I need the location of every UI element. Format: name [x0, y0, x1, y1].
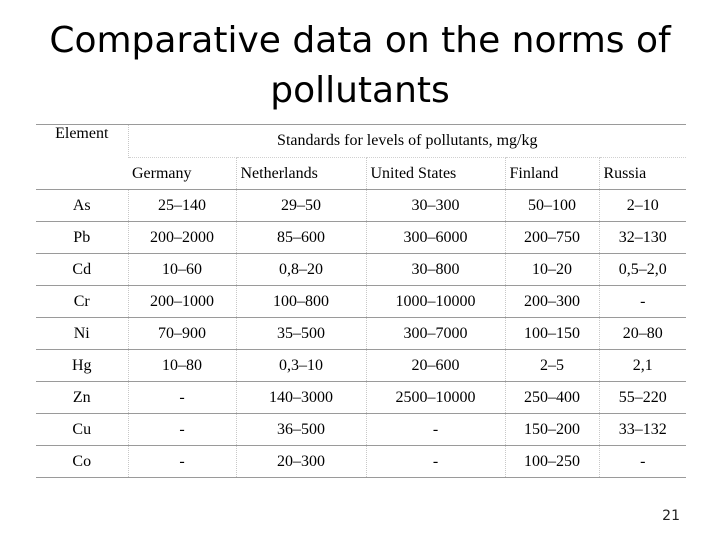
- element-cell: Hg: [36, 350, 128, 382]
- value-cell: 85–600: [236, 222, 366, 254]
- value-cell: 0,3–10: [236, 350, 366, 382]
- value-cell: 100–150: [505, 318, 599, 350]
- value-cell: -: [366, 446, 505, 478]
- value-cell: 10–80: [128, 350, 236, 382]
- value-cell: 1000–10000: [366, 286, 505, 318]
- page-title: Comparative data on the norms of pollutants: [49, 20, 671, 111]
- table-row: [36, 414, 686, 446]
- country-header: Netherlands: [236, 158, 366, 190]
- value-cell: 300–7000: [366, 318, 505, 350]
- value-cell: 2,1: [599, 350, 686, 382]
- value-cell: 200–1000: [128, 286, 236, 318]
- value-cell: -: [128, 446, 236, 478]
- country-header: Russia: [599, 158, 686, 190]
- element-cell: Co: [36, 446, 128, 478]
- element-cell: Zn: [36, 382, 128, 414]
- value-cell: 29–50: [236, 190, 366, 222]
- value-cell: 20–80: [599, 318, 686, 350]
- value-cell: 2–10: [599, 190, 686, 222]
- table-row: [36, 318, 686, 350]
- value-cell: 100–800: [236, 286, 366, 318]
- value-cell: -: [366, 414, 505, 446]
- table-row: [36, 222, 686, 254]
- value-cell: 70–900: [128, 318, 236, 350]
- table-row: [36, 286, 686, 318]
- value-cell: 100–250: [505, 446, 599, 478]
- value-cell: 2500–10000: [366, 382, 505, 414]
- value-cell: 30–300: [366, 190, 505, 222]
- value-cell: 300–6000: [366, 222, 505, 254]
- value-cell: 10–20: [505, 254, 599, 286]
- value-cell: 32–130: [599, 222, 686, 254]
- value-cell: 200–2000: [128, 222, 236, 254]
- standards-header: Standards for levels of pollutants, mg/kg: [128, 125, 686, 158]
- element-cell: Cd: [36, 254, 128, 286]
- pollutant-norms-table: [36, 124, 686, 478]
- table-row: [36, 382, 686, 414]
- page-number: 21: [662, 508, 680, 524]
- value-cell: 20–300: [236, 446, 366, 478]
- element-column-header: Element: [36, 125, 128, 190]
- element-cell: As: [36, 190, 128, 222]
- value-cell: 25–140: [128, 190, 236, 222]
- element-cell: Ni: [36, 318, 128, 350]
- table-row: [36, 254, 686, 286]
- country-header: Germany: [128, 158, 236, 190]
- table-row: [36, 446, 686, 478]
- value-cell: 20–600: [366, 350, 505, 382]
- value-cell: -: [128, 382, 236, 414]
- value-cell: 150–200: [505, 414, 599, 446]
- value-cell: 140–3000: [236, 382, 366, 414]
- value-cell: 55–220: [599, 382, 686, 414]
- value-cell: 35–500: [236, 318, 366, 350]
- country-header: United States: [366, 158, 505, 190]
- value-cell: 250–400: [505, 382, 599, 414]
- value-cell: -: [599, 286, 686, 318]
- value-cell: 33–132: [599, 414, 686, 446]
- element-cell: Pb: [36, 222, 128, 254]
- value-cell: 10–60: [128, 254, 236, 286]
- table-header-row: [36, 125, 686, 158]
- table-row: [36, 350, 686, 382]
- element-cell: Cu: [36, 414, 128, 446]
- country-header: Finland: [505, 158, 599, 190]
- value-cell: -: [599, 446, 686, 478]
- value-cell: 30–800: [366, 254, 505, 286]
- value-cell: 2–5: [505, 350, 599, 382]
- value-cell: 50–100: [505, 190, 599, 222]
- table-row: [36, 190, 686, 222]
- value-cell: 200–750: [505, 222, 599, 254]
- value-cell: 0,8–20: [236, 254, 366, 286]
- value-cell: 200–300: [505, 286, 599, 318]
- element-cell: Cr: [36, 286, 128, 318]
- value-cell: 36–500: [236, 414, 366, 446]
- country-header-row: [36, 158, 686, 190]
- value-cell: 0,5–2,0: [599, 254, 686, 286]
- value-cell: -: [128, 414, 236, 446]
